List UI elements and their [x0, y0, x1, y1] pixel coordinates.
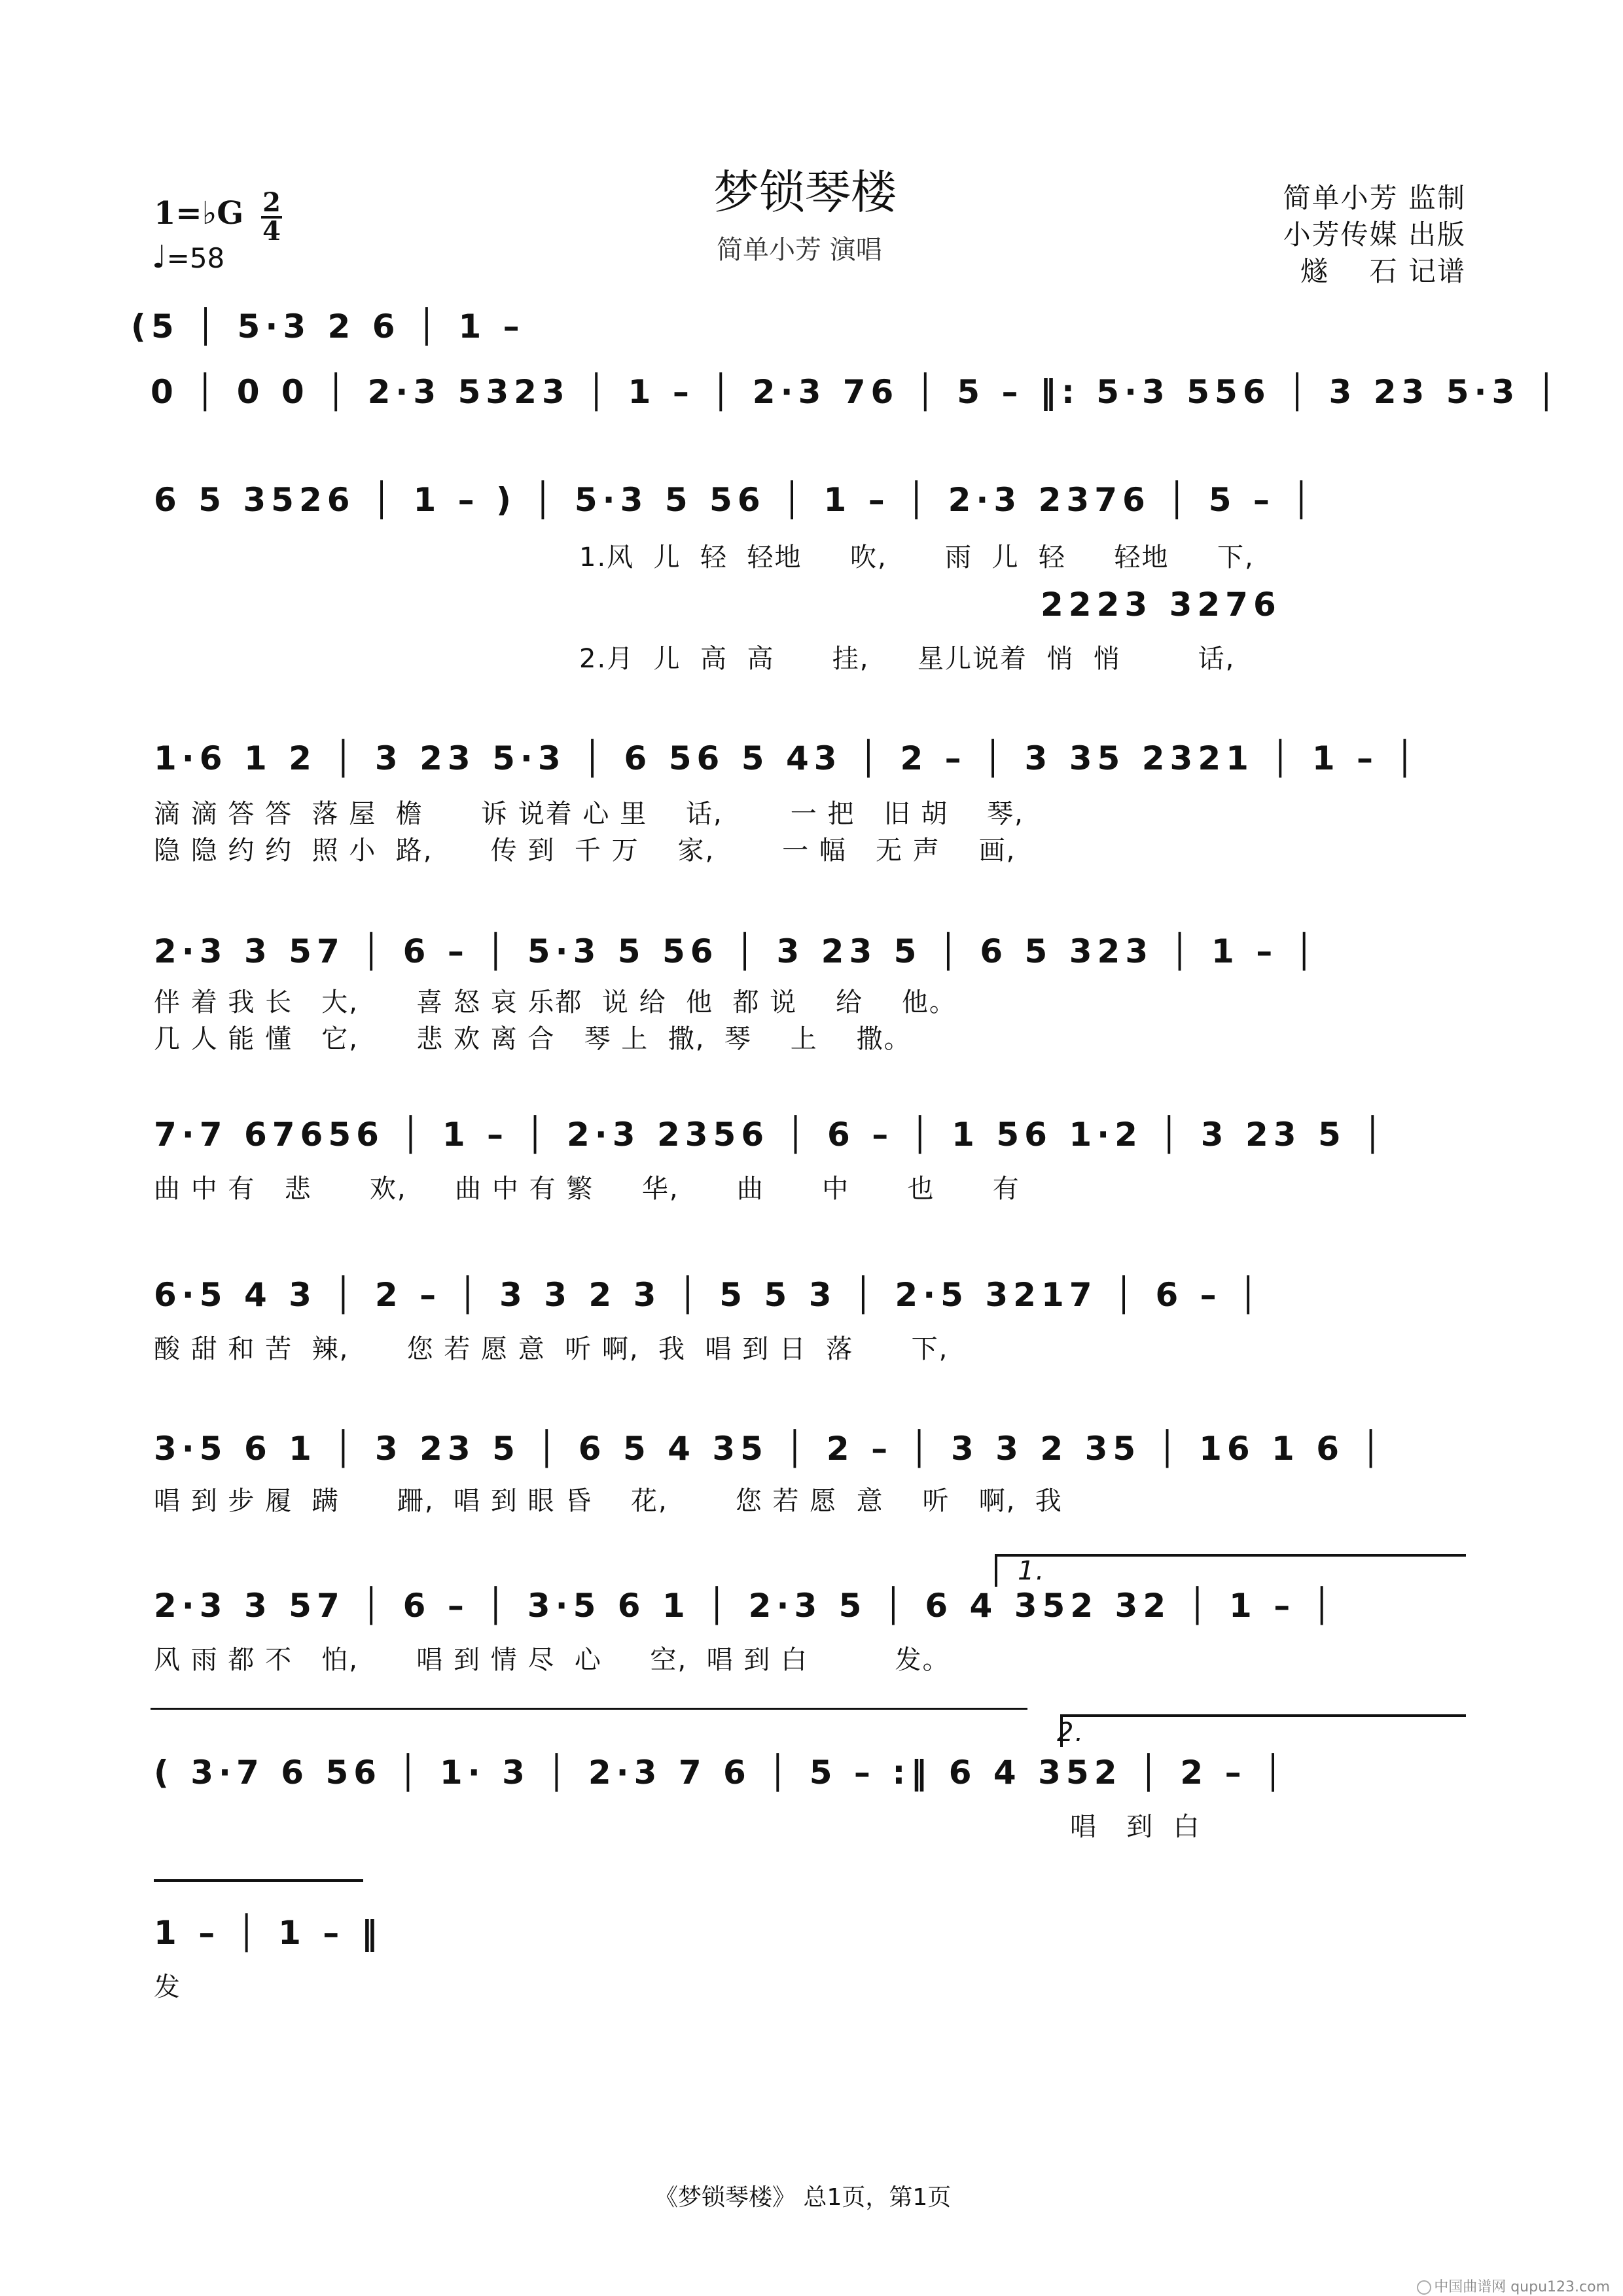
score-system-1-lyrics-verse2: 2.月 儿 高 高 挂, 星儿说着 悄 悄 话,	[579, 644, 1236, 674]
tempo-value: =58	[166, 242, 225, 274]
repeat-section-bracket	[151, 1708, 1027, 1710]
performer-line: 简单小芳 演唱	[717, 235, 882, 265]
credit-transcriber: 燧 石 记谱	[1300, 255, 1466, 287]
score-system-1-alt-notes: 2223 3276	[1041, 586, 1281, 624]
site-logo-icon	[1417, 2280, 1431, 2295]
score-system-2-lyrics-verse2: 隐 隐 约 约 照 小 路, 传 到 千 万 家, 一 幅 无 声 画,	[154, 836, 1016, 866]
score-system-4-notes: 7·7 67656 │ 1 – │ 2·3 2356 │ 6 – │ 1 56 1·2 │ 3 23 5 │	[154, 1116, 1388, 1154]
volta-2-label: 2.	[1057, 1718, 1085, 1748]
intro-line-upper: (5 │ 5·3 2 6 │ 1 –	[131, 308, 525, 345]
volta-1-bracket-edge	[995, 1554, 997, 1587]
volta-2-bracket	[1060, 1714, 1466, 1717]
score-system-7-notes: 2·3 3 57 │ 6 – │ 3·5 6 1 │ 2·3 5 │ 6 4 352 32 │ 1 – │	[154, 1587, 1337, 1625]
score-system-3-lyrics-verse1: 伴 着 我 长 大, 喜 怒 哀 乐都 说 给 他 都 说 给 他。	[154, 987, 957, 1017]
tempo-marking	[152, 239, 224, 275]
score-system-5-notes: 6·5 4 3 │ 2 – │ 3 3 2 3 │ 5 5 3 │ 2·5 3217 │ 6 – │	[154, 1276, 1264, 1314]
volta-1-label: 1.	[1018, 1556, 1046, 1586]
score-system-6-notes: 3·5 6 1 │ 3 23 5 │ 6 5 4 35 │ 2 – │ 3 3 2 35 │ 16 1 6 │	[154, 1430, 1386, 1468]
page-title: 梦锁琴楼	[713, 166, 897, 219]
page-footer: 《梦锁琴楼》 总1页，第1页	[654, 2184, 952, 2211]
score-system-6-lyrics: 唱 到 步 履 蹒 跚, 唱 到 眼 昏 花, 您 若 愿 意 听 啊, 我	[154, 1486, 1063, 1516]
score-system-5-lyrics: 酸 甜 和 苦 辣, 您 若 愿 意 听 啊, 我 唱 到 日 落 下,	[154, 1334, 949, 1364]
score-system-1-notes: 6 5 3526 │ 1 – ) │ 5·3 5 56 │ 1 – │ 2·3 2376 │ 5 – │	[154, 481, 1317, 519]
intro-line-lower: 0 │ 0 0 │ 2·3 5323 │ 1 – │ 2·3 76 │ 5 – ‖: 5·3 556 │ 3 23 5·3 │	[151, 373, 1561, 411]
score-system-1-lyrics-verse1: 1.风 儿 轻 轻地 吹, 雨 儿 轻 轻地 下,	[579, 542, 1255, 573]
score-system-4-lyrics: 曲 中 有 悲 欢, 曲 中 有 繁 华, 曲 中 也 有	[154, 1174, 1020, 1204]
quarter-note-icon: ♩	[152, 239, 167, 275]
score-system-3-lyrics-verse2: 几 人 能 懂 它, 悲 欢 离 合 琴 上 撒, 琴 上 撒。	[154, 1024, 912, 1054]
credit-supervisor: 简单小芳 监制	[1283, 182, 1466, 214]
score-system-8-lyrics: 唱 到 白	[1070, 1812, 1201, 1842]
time-signature-top: 2	[262, 187, 281, 218]
score-system-2-lyrics-verse1: 滴 滴 答 答 落 屋 檐 诉 说着 心 里 话, 一 把 旧 胡 琴,	[154, 799, 1024, 829]
score-system-2-notes: 1·6 1 2 │ 3 23 5·3 │ 6 56 5 43 │ 2 – │ 3 35 2321 │ 1 – │	[154, 739, 1420, 777]
score-system-9-lyrics: 发	[154, 1972, 181, 2002]
time-signature-bottom: 4	[262, 216, 281, 247]
key-signature: 1=♭G	[154, 195, 244, 232]
ending-bracket	[154, 1879, 363, 1882]
score-system-3-notes: 2·3 3 57 │ 6 – │ 5·3 5 56 │ 3 23 5 │ 6 5 323 │ 1 – │	[154, 932, 1319, 970]
time-signature	[259, 187, 285, 247]
credit-publisher: 小芳传媒 出版	[1283, 219, 1466, 251]
score-system-9-notes: 1 – │ 1 – ‖	[154, 1914, 383, 1952]
watermark	[1417, 2276, 1610, 2296]
score-system-7-lyrics: 风 雨 都 不 怕, 唱 到 情 尽 心 空, 唱 到 白 发。	[154, 1645, 950, 1675]
score-system-8-notes: ( 3·7 6 56 │ 1· 3 │ 2·3 7 6 │ 5 – :‖ 6 4 352 │ 2 – │	[154, 1754, 1289, 1792]
watermark-text: 中国曲谱网 qupu123.com	[1434, 2279, 1610, 2295]
volta-1-bracket	[995, 1554, 1466, 1557]
